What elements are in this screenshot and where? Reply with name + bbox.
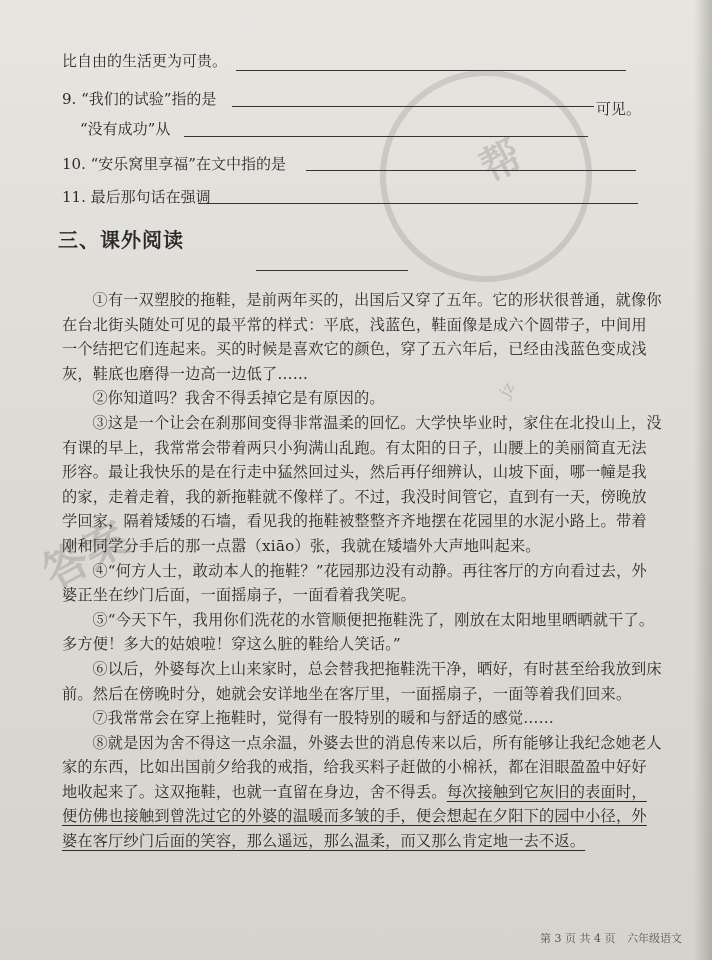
question-11: 11. 最后那句话在强调 [62,188,211,206]
question-9-b [80,118,170,139]
answer-line [236,70,626,71]
section-title: 三、课外阅读 [58,228,184,252]
answer-line[interactable] [198,203,638,204]
passage-title-blank[interactable] [256,270,408,271]
answer-line[interactable] [306,170,636,171]
grade-label: 六年级语文 [626,932,682,945]
paragraph-7: ⑦我常常会在穿上拖鞋时，觉得有一股特别的暖和与舒适的感觉…… [92,709,555,728]
question-8-tail: 比自由的生活更为可贵。 [62,52,228,70]
underlined-sentence: 每次接触到它灰旧的表面时，便仿佛也接触到曾洗过它的外婆的温暖而多皱的手，便会想起在夕阳下的园中小径，外婆在客厅纱门后面的笑容，那么遥远，那么温柔，而又那么肯定地一去不返。 [62,782,647,851]
answer-line[interactable] [184,136,588,137]
question-9-b-suffix: 可见。 [596,100,642,118]
watermark-text: 帮 [472,131,531,192]
paragraph-5: ⑤“今天下午，我用你们洗花的水管顺便把拖鞋洗了，刚放在太阳地里晒晒就干了。多方便！多大的姑娘啦！穿这么脏的鞋给人笑话。” [62,610,655,654]
page-edge-shadow [694,0,712,960]
watermark-text: 答案 [35,512,137,600]
paragraph-2: ②你知道吗？我舍不得丢掉它是有原因的。 [92,389,385,408]
answer-line[interactable] [232,106,594,107]
question-10: 10. “安乐窝里享福”在文中指的是 [62,155,286,173]
paragraph-8 [62,731,662,854]
paragraph-1: ①有一双塑胶的拖鞋，是前两年买的，出国后又穿了五年。它的形状很普通，就像你在台北街头随处可见的最平常的样式：平底，浅蓝色，鞋面像是成六个圆带子，中间用一个结把它们连起来。买的时候是喜欢它的颜色，穿了五六年后，已经由浅蓝色变成浅灰，鞋底也磨得一边高一边低了…… [62,291,662,383]
reading-passage [62,288,662,854]
question-9-a: 9. “我们的试验”指的是 [62,90,217,108]
question-9-b-prefix: “没有成功”从 [80,120,171,138]
paragraph-8-text: ⑧就是因为舍不得这一点余温，外婆去世的消息传来以后，所有能够让我纪念她老人家的东西，比如出国前夕给我的戒指，给我买料子赶做的小棉袄，都在泪眼盈盈中好好地收起来了。这双拖鞋，也就一直留在身边，舍不得丢。 [62,733,662,801]
page-number: 第 3 页 共 4 页 [540,932,616,945]
paragraph-4: ④“何方人士，敢动本人的拖鞋？”花园那边没有动静。再往客厅的方向看过去，外婆正坐在纱门后面，一面摇扇子，一面看着我笑呢。 [62,561,647,605]
watermark-id: jz [495,378,519,401]
paragraph-3: ③这是一个让会在刹那间变得非常温柔的回忆。大学快毕业时，家住在北投山上，没有课的早上，我常常会带着两只小狗满山乱跑。有太阳的日子，山腰上的美丽简直无法形容。最让我快乐的是在行走中猛然回过头，然后再仔细辨认，山坡下面，哪一幢是我的家，走着走着，我的新拖鞋就不像样了。不过，我没时间管它，直到有一天，傍晚放学回家，隔着矮矮的石墙，看见我的拖鞋被整整齐齐地摆在花园里的水泥小路上。带着刚和同学分手后的那一点嚣（xiāo）张，我就在矮墙外大声地叫起来。 [62,413,662,555]
paragraph-6: ⑥以后，外婆每次上山来家时，总会替我把拖鞋洗干净，晒好，有时甚至给我放到床前。然后在傍晚时分，她就会安详地坐在客厅里，一面摇扇子，一面等着我们回来。 [62,659,662,703]
page-footer [540,930,682,946]
